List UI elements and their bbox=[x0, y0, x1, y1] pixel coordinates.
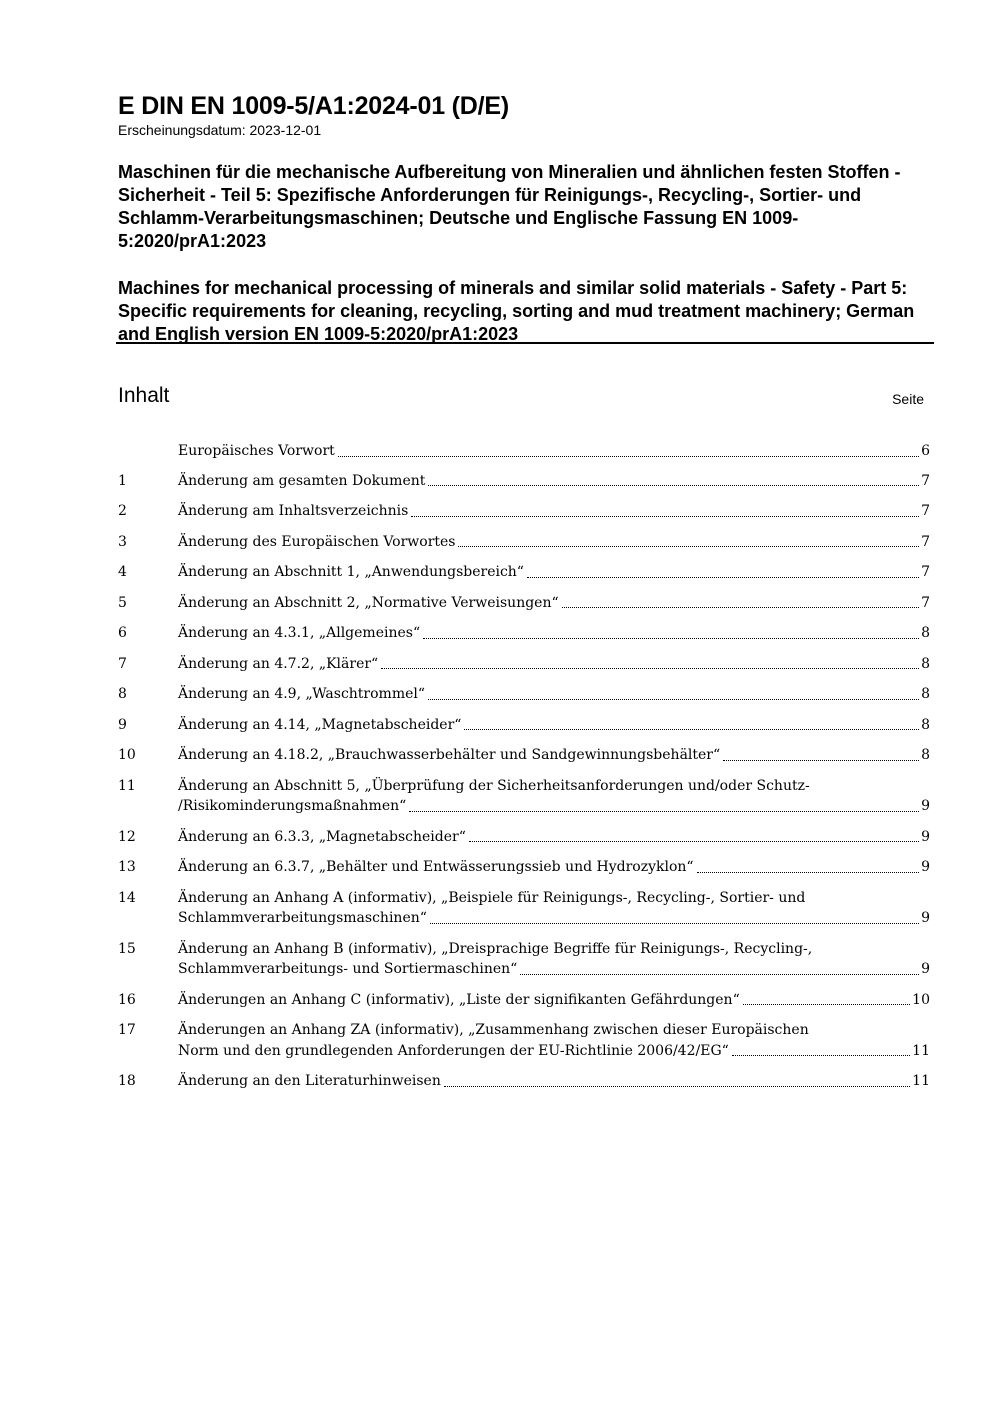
toc-page-label: Seite bbox=[892, 391, 924, 407]
toc-entry[interactable] bbox=[118, 532, 930, 553]
toc-page-number[interactable]: 8 bbox=[921, 716, 930, 733]
toc-page-number[interactable]: 8 bbox=[921, 686, 930, 702]
toc-entry[interactable] bbox=[118, 562, 930, 583]
toc-page-number[interactable]: 10 bbox=[912, 991, 930, 1008]
toc-entry-number: 16 bbox=[118, 991, 136, 1008]
toc-entry[interactable] bbox=[118, 1071, 930, 1092]
toc-entry-text bbox=[178, 857, 930, 878]
toc-entry-title[interactable]: Änderung an 6.3.3, „Magnetabscheider“ bbox=[178, 828, 466, 845]
toc-entry-lastline bbox=[178, 959, 930, 980]
toc-entry-lastline bbox=[178, 684, 930, 705]
dot-leader bbox=[430, 923, 919, 924]
toc-entry-text bbox=[178, 562, 930, 583]
toc-header bbox=[118, 382, 928, 412]
toc-entry[interactable] bbox=[118, 441, 930, 462]
toc-entry-line: Änderung an Anhang A (informativ), „Beispiele für Reinigungs-, Recycling-, Sortier- und bbox=[178, 889, 806, 906]
toc-entry-title[interactable]: Änderung des Europäischen Vorwortes bbox=[178, 533, 456, 550]
toc-entry-title[interactable]: Europäisches Vorwort bbox=[178, 443, 335, 459]
toc-entry[interactable] bbox=[118, 939, 930, 980]
toc-entry[interactable] bbox=[118, 715, 930, 736]
dot-leader bbox=[732, 1055, 910, 1056]
toc-entry[interactable] bbox=[118, 745, 930, 766]
title-english: Machines for mechanical processing of minerals and similar solid materials - Safety - Part 5: Specific requirements for cleaning, recycling, sorting and mud treatment machinery; German and English version EN 1009-5:2020/prA1:2023 bbox=[118, 278, 915, 344]
toc-entry-number: 6 bbox=[118, 625, 127, 641]
toc-entry-text bbox=[178, 593, 930, 614]
toc-entry-lastline bbox=[178, 990, 930, 1011]
toc-entry[interactable] bbox=[118, 593, 930, 614]
toc-page-number[interactable]: 6 bbox=[921, 443, 930, 459]
toc-entry-number: 18 bbox=[118, 1073, 136, 1089]
toc-entry-text bbox=[178, 990, 930, 1011]
dot-leader bbox=[527, 577, 919, 578]
toc-entry-title[interactable]: Änderung an 4.3.1, „Allgemeines“ bbox=[178, 625, 421, 641]
toc-page-number[interactable]: 9 bbox=[921, 828, 930, 845]
dot-leader bbox=[562, 607, 919, 608]
toc-entry[interactable] bbox=[118, 857, 930, 878]
toc-entry-title[interactable]: Änderung an 4.18.2, „Brauchwasserbehälter und Sandgewinnungsbehälter“ bbox=[178, 747, 721, 763]
toc-entry-text bbox=[178, 501, 930, 522]
toc-entry[interactable] bbox=[118, 501, 930, 522]
toc-entry-text bbox=[178, 745, 930, 766]
toc-entry[interactable] bbox=[118, 471, 930, 492]
toc-page-number[interactable]: 9 bbox=[921, 910, 930, 926]
toc-entry-title[interactable]: Änderung an den Literaturhinweisen bbox=[178, 1073, 441, 1089]
toc-entry-title[interactable]: Änderung an Abschnitt 2, „Normative Verweisungen“ bbox=[178, 594, 559, 611]
toc-page-number[interactable]: 8 bbox=[921, 655, 930, 672]
toc-page-number[interactable]: 9 bbox=[921, 798, 930, 814]
toc-entry-number: 2 bbox=[118, 503, 127, 519]
header-divider bbox=[116, 342, 934, 344]
toc-entry-text bbox=[178, 715, 930, 736]
table-of-contents bbox=[118, 441, 930, 1102]
toc-page-number[interactable]: 8 bbox=[921, 625, 930, 641]
toc-entry[interactable] bbox=[118, 1020, 930, 1061]
dot-leader bbox=[469, 841, 919, 842]
toc-entry-title[interactable]: Änderung an 6.3.7, „Behälter und Entwässerungssieb und Hydrozyklon“ bbox=[178, 859, 694, 875]
toc-entry-text bbox=[178, 1020, 930, 1061]
toc-entry-number: 8 bbox=[118, 686, 127, 702]
toc-entry[interactable] bbox=[118, 623, 930, 644]
toc-entry-lastline bbox=[178, 562, 930, 583]
dot-leader bbox=[381, 668, 919, 669]
toc-entry-lastline bbox=[178, 623, 930, 644]
toc-entry-title[interactable]: Änderung am gesamten Dokument bbox=[178, 472, 426, 489]
toc-entry-text bbox=[178, 441, 930, 462]
dot-leader bbox=[338, 456, 919, 457]
toc-entry-title[interactable]: Änderungen an Anhang C (informativ), „Liste der signifikanten Gefährdungen“ bbox=[178, 991, 740, 1008]
toc-entry-lastline bbox=[178, 501, 930, 522]
toc-entry-number: 9 bbox=[118, 716, 127, 733]
toc-entry-title[interactable]: Änderung an 4.7.2, „Klärer“ bbox=[178, 655, 379, 672]
toc-entry-number: 7 bbox=[118, 655, 127, 672]
toc-entry-title[interactable]: Schlammverarbeitungsmaschinen“ bbox=[178, 910, 427, 926]
dot-leader bbox=[697, 872, 919, 873]
toc-entry-text bbox=[178, 654, 930, 675]
toc-entry-text bbox=[178, 827, 930, 848]
toc-entry[interactable] bbox=[118, 827, 930, 848]
toc-entry-lastline bbox=[178, 441, 930, 462]
toc-entry-text bbox=[178, 623, 930, 644]
toc-entry-number: 1 bbox=[118, 472, 127, 489]
toc-page-number[interactable]: 9 bbox=[921, 859, 930, 875]
document-header bbox=[118, 92, 934, 346]
dot-leader bbox=[423, 638, 919, 639]
toc-entry-number: 14 bbox=[118, 889, 136, 906]
dot-leader bbox=[428, 699, 919, 700]
toc-page-number[interactable]: 11 bbox=[912, 1073, 930, 1089]
toc-entry-lastline bbox=[178, 654, 930, 675]
toc-entry-number: 10 bbox=[118, 747, 136, 763]
document-id: E DIN EN 1009-5/A1:2024-01 (D/E) bbox=[118, 92, 509, 120]
toc-entry-title[interactable]: Schlammverarbeitungs- und Sortiermaschinen“ bbox=[178, 961, 518, 977]
dot-leader bbox=[520, 974, 919, 975]
toc-entry-lastline bbox=[178, 715, 930, 736]
toc-page-number[interactable]: 9 bbox=[921, 961, 930, 977]
toc-entry-lastline bbox=[178, 471, 930, 492]
toc-entry-line: Änderung an Anhang B (informativ), „Dreisprachige Begriffe für Reinigungs-, Recycling-, bbox=[178, 940, 813, 957]
toc-entry-number: 11 bbox=[118, 777, 136, 794]
toc-entry-title[interactable]: Änderung am Inhaltsverzeichnis bbox=[178, 503, 409, 519]
title-german: Maschinen für die mechanische Aufbereitung von Mineralien und ähnlichen festen Stoffen - Sicherheit - Teil 5: Spezifische Anforderungen für Reinigungs-, Recycling-, Sortier- und Schlamm-Verarbeitungsmaschinen; Deutsche und Englische Fassung EN 1009-5:2020/prA1:2023 bbox=[118, 162, 901, 251]
toc-entry[interactable] bbox=[118, 990, 930, 1011]
toc-entry-line: Änderungen an Anhang ZA (informativ), „Zusammenhang zwischen dieser Europäischen bbox=[178, 1022, 809, 1038]
publication-date: Erscheinungsdatum: 2023-12-01 bbox=[118, 122, 322, 138]
dot-leader bbox=[464, 729, 919, 730]
toc-entry-text bbox=[178, 1071, 930, 1092]
dot-leader bbox=[723, 760, 919, 761]
toc-page-number[interactable]: 7 bbox=[921, 503, 930, 519]
toc-entry[interactable] bbox=[118, 888, 930, 929]
toc-entry-lastline bbox=[178, 532, 930, 553]
toc-entry-lastline bbox=[178, 827, 930, 848]
dot-leader bbox=[409, 811, 919, 812]
toc-entry-lastline bbox=[178, 857, 930, 878]
toc-entry-title[interactable]: /Risikominderungsmaßnahmen“ bbox=[178, 798, 407, 814]
toc-page-number[interactable]: 7 bbox=[921, 594, 930, 611]
toc-entry-lastline bbox=[178, 796, 930, 817]
toc-entry-text bbox=[178, 776, 930, 817]
toc-entry-number: 13 bbox=[118, 859, 136, 875]
toc-entry-title[interactable]: Norm und den grundlegenden Anforderungen der EU-Richtlinie 2006/42/EG“ bbox=[178, 1042, 729, 1059]
toc-page-number[interactable]: 8 bbox=[921, 747, 930, 763]
toc-entry-text bbox=[178, 471, 930, 492]
toc-entry-lastline bbox=[178, 1071, 930, 1092]
toc-entry-number: 3 bbox=[118, 533, 127, 550]
toc-entry-text bbox=[178, 939, 930, 980]
toc-entry-text bbox=[178, 532, 930, 553]
dot-leader bbox=[428, 485, 919, 486]
toc-entry-text bbox=[178, 888, 930, 929]
toc-entry-number: 15 bbox=[118, 940, 136, 957]
toc-page-number[interactable]: 7 bbox=[921, 472, 930, 489]
toc-entry-lastline bbox=[178, 593, 930, 614]
toc-entry-text bbox=[178, 684, 930, 705]
toc-entry-lastline bbox=[178, 1041, 930, 1062]
toc-entry-lastline bbox=[178, 745, 930, 766]
dot-leader bbox=[458, 546, 919, 547]
toc-entry-number: 12 bbox=[118, 828, 136, 845]
toc-entry-lastline bbox=[178, 908, 930, 929]
toc-page-number[interactable]: 11 bbox=[912, 1042, 930, 1059]
dot-leader bbox=[444, 1086, 910, 1087]
toc-page-number[interactable]: 7 bbox=[921, 533, 930, 550]
toc-entry-title[interactable]: Änderung an 4.14, „Magnetabscheider“ bbox=[178, 716, 462, 733]
toc-entry-number: 5 bbox=[118, 594, 127, 611]
dot-leader bbox=[411, 516, 919, 517]
toc-entry-title[interactable]: Änderung an Abschnitt 1, „Anwendungsbereich“ bbox=[178, 564, 524, 580]
dot-leader bbox=[743, 1004, 910, 1005]
toc-page-number[interactable]: 7 bbox=[921, 564, 930, 580]
toc-heading: Inhalt bbox=[118, 384, 170, 407]
toc-entry-line: Änderung an Abschnitt 5, „Überprüfung der Sicherheitsanforderungen und/oder Schutz- bbox=[178, 777, 810, 794]
toc-entry[interactable] bbox=[118, 654, 930, 675]
toc-entry[interactable] bbox=[118, 684, 930, 705]
toc-entry-number: 4 bbox=[118, 564, 127, 580]
toc-entry-number: 17 bbox=[118, 1022, 136, 1038]
toc-entry-title[interactable]: Änderung an 4.9, „Waschtrommel“ bbox=[178, 686, 426, 702]
toc-entry[interactable] bbox=[118, 776, 930, 817]
